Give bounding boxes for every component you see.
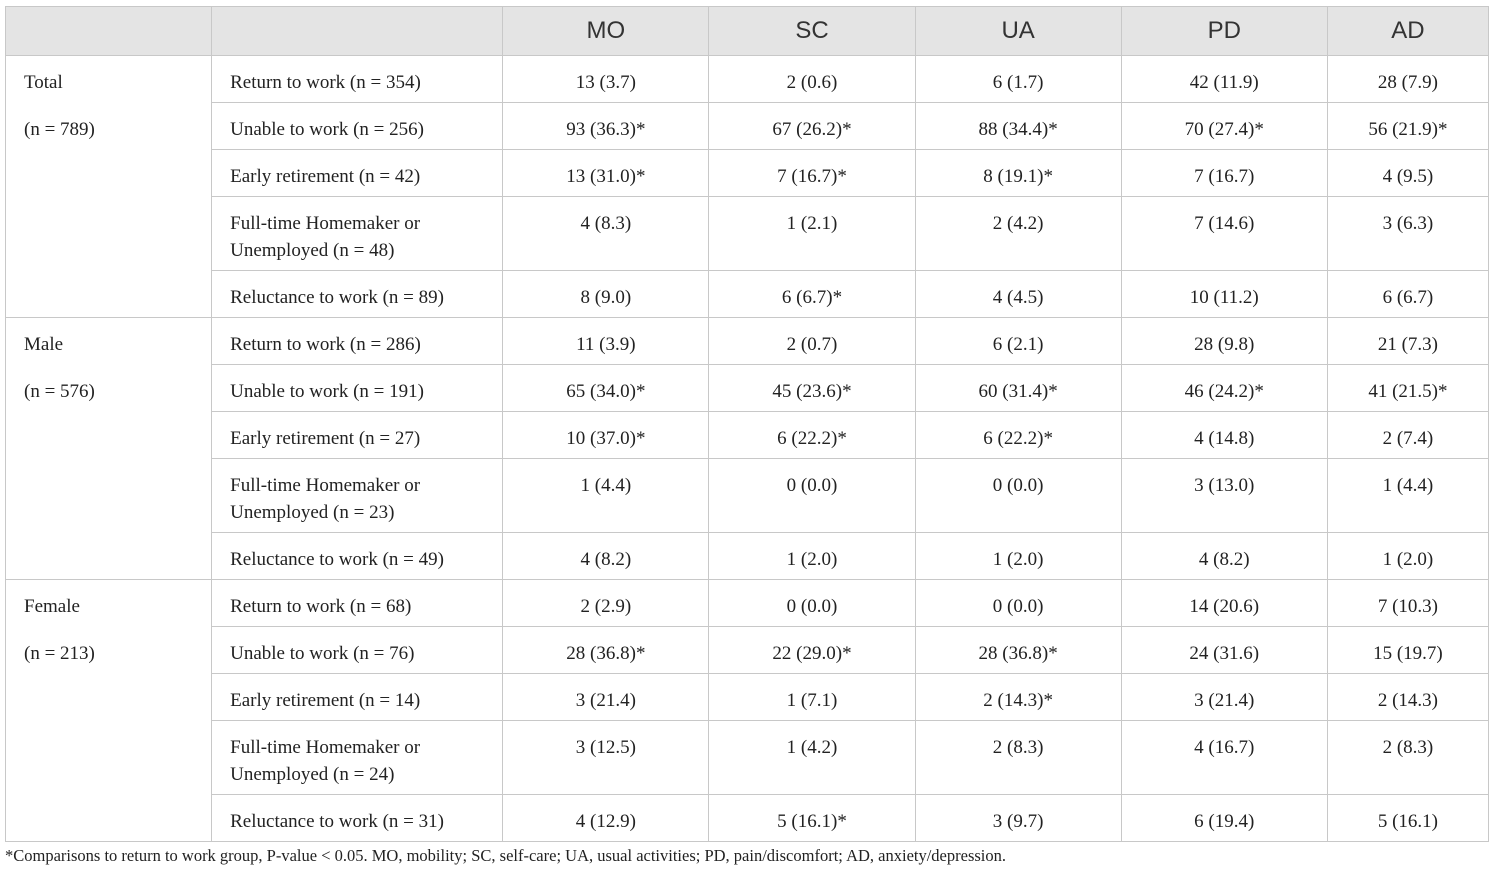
table-row bbox=[6, 412, 1489, 459]
group-spacer-cell bbox=[6, 197, 212, 271]
value-cell: 6 (2.1) bbox=[915, 318, 1121, 365]
table-footnote: *Comparisons to return to work group, P-value < 0.05. MO, mobility; SC, self-care; UA, usual activities; PD, pain/discomfort; AD, anxiety/depression. bbox=[5, 846, 1007, 865]
value-cell: 42 (11.9) bbox=[1121, 56, 1327, 103]
row-label-cell: Early retirement (n = 42) bbox=[212, 150, 503, 197]
value-cell: 70 (27.4)* bbox=[1121, 103, 1327, 150]
value-cell: 67 (26.2)* bbox=[709, 103, 915, 150]
row-label-cell: Return to work (n = 354) bbox=[212, 56, 503, 103]
row-label-line: Unemployed (n = 48) bbox=[230, 240, 395, 261]
value-cell: 28 (36.8)* bbox=[915, 627, 1121, 674]
header-cell-pd: PD bbox=[1121, 7, 1327, 56]
value-cell: 46 (24.2)* bbox=[1121, 365, 1327, 412]
value-cell: 2 (2.9) bbox=[503, 580, 709, 627]
value-cell: 6 (1.7) bbox=[915, 56, 1121, 103]
table-row bbox=[6, 318, 1489, 365]
value-cell: 11 (3.9) bbox=[503, 318, 709, 365]
group-spacer-cell bbox=[6, 150, 212, 197]
value-cell: 4 (16.7) bbox=[1121, 721, 1327, 795]
table-row bbox=[6, 580, 1489, 627]
row-label-cell: Reluctance to work (n = 89) bbox=[212, 271, 503, 318]
row-label-cell: Unable to work (n = 256) bbox=[212, 103, 503, 150]
value-cell: 13 (31.0)* bbox=[503, 150, 709, 197]
value-cell: 28 (36.8)* bbox=[503, 627, 709, 674]
row-label-cell: Return to work (n = 286) bbox=[212, 318, 503, 365]
value-cell: 6 (22.2)* bbox=[915, 412, 1121, 459]
value-cell: 10 (11.2) bbox=[1121, 271, 1327, 318]
row-label-cell: Early retirement (n = 14) bbox=[212, 674, 503, 721]
row-label-cell bbox=[212, 197, 503, 271]
value-cell: 2 (8.3) bbox=[915, 721, 1121, 795]
value-cell: 2 (7.4) bbox=[1327, 412, 1488, 459]
results-table bbox=[5, 6, 1489, 842]
value-cell: 3 (13.0) bbox=[1121, 459, 1327, 533]
value-cell: 93 (36.3)* bbox=[503, 103, 709, 150]
table-row bbox=[6, 271, 1489, 318]
value-cell: 1 (2.0) bbox=[1327, 533, 1488, 580]
table-row bbox=[6, 533, 1489, 580]
value-cell: 8 (19.1)* bbox=[915, 150, 1121, 197]
row-label-cell: Early retirement (n = 27) bbox=[212, 412, 503, 459]
value-cell: 6 (19.4) bbox=[1121, 795, 1327, 842]
value-cell: 6 (22.2)* bbox=[709, 412, 915, 459]
value-cell: 1 (4.2) bbox=[709, 721, 915, 795]
group-n-cell: (n = 576) bbox=[6, 365, 212, 412]
table-row bbox=[6, 56, 1489, 103]
value-cell: 0 (0.0) bbox=[915, 580, 1121, 627]
value-cell: 4 (9.5) bbox=[1327, 150, 1488, 197]
table-row bbox=[6, 103, 1489, 150]
header-row bbox=[6, 7, 1489, 56]
value-cell: 1 (4.4) bbox=[1327, 459, 1488, 533]
value-cell: 7 (14.6) bbox=[1121, 197, 1327, 271]
value-cell: 1 (4.4) bbox=[503, 459, 709, 533]
table-row bbox=[6, 150, 1489, 197]
group-spacer-cell bbox=[6, 795, 212, 842]
table-row bbox=[6, 627, 1489, 674]
row-label-cell bbox=[212, 459, 503, 533]
row-label-cell: Return to work (n = 68) bbox=[212, 580, 503, 627]
value-cell: 5 (16.1) bbox=[1327, 795, 1488, 842]
group-n-cell: (n = 789) bbox=[6, 103, 212, 150]
value-cell: 3 (21.4) bbox=[1121, 674, 1327, 721]
row-label-line: Full-time Homemaker or bbox=[230, 737, 421, 758]
value-cell: 14 (20.6) bbox=[1121, 580, 1327, 627]
value-cell: 28 (7.9) bbox=[1327, 56, 1488, 103]
value-cell: 4 (14.8) bbox=[1121, 412, 1327, 459]
group-name-cell: Male bbox=[6, 318, 212, 365]
header-cell-ad: AD bbox=[1327, 7, 1488, 56]
value-cell: 15 (19.7) bbox=[1327, 627, 1488, 674]
value-cell: 3 (12.5) bbox=[503, 721, 709, 795]
value-cell: 3 (6.3) bbox=[1327, 197, 1488, 271]
group-name-cell: Total bbox=[6, 56, 212, 103]
group-spacer-cell bbox=[6, 674, 212, 721]
group-spacer-cell bbox=[6, 721, 212, 795]
value-cell: 3 (21.4) bbox=[503, 674, 709, 721]
value-cell: 22 (29.0)* bbox=[709, 627, 915, 674]
value-cell: 2 (14.3)* bbox=[915, 674, 1121, 721]
group-n-cell: (n = 213) bbox=[6, 627, 212, 674]
value-cell: 5 (16.1)* bbox=[709, 795, 915, 842]
value-cell: 2 (0.6) bbox=[709, 56, 915, 103]
group-spacer-cell bbox=[6, 271, 212, 318]
value-cell: 4 (8.3) bbox=[503, 197, 709, 271]
row-label-cell bbox=[212, 721, 503, 795]
value-cell: 6 (6.7)* bbox=[709, 271, 915, 318]
row-label-line: Unemployed (n = 23) bbox=[230, 502, 395, 523]
group-name-cell: Female bbox=[6, 580, 212, 627]
value-cell: 24 (31.6) bbox=[1121, 627, 1327, 674]
value-cell: 1 (2.0) bbox=[709, 533, 915, 580]
row-label-cell: Unable to work (n = 76) bbox=[212, 627, 503, 674]
table-row bbox=[6, 721, 1489, 795]
value-cell: 41 (21.5)* bbox=[1327, 365, 1488, 412]
value-cell: 2 (8.3) bbox=[1327, 721, 1488, 795]
row-label-cell: Reluctance to work (n = 49) bbox=[212, 533, 503, 580]
row-label-line: Full-time Homemaker or bbox=[230, 213, 421, 234]
value-cell: 13 (3.7) bbox=[503, 56, 709, 103]
value-cell: 56 (21.9)* bbox=[1327, 103, 1488, 150]
table-row bbox=[6, 795, 1489, 842]
value-cell: 60 (31.4)* bbox=[915, 365, 1121, 412]
row-label-cell: Unable to work (n = 191) bbox=[212, 365, 503, 412]
value-cell: 0 (0.0) bbox=[709, 580, 915, 627]
value-cell: 7 (16.7)* bbox=[709, 150, 915, 197]
value-cell: 1 (7.1) bbox=[709, 674, 915, 721]
value-cell: 0 (0.0) bbox=[709, 459, 915, 533]
group-spacer-cell bbox=[6, 533, 212, 580]
value-cell: 6 (6.7) bbox=[1327, 271, 1488, 318]
value-cell: 4 (12.9) bbox=[503, 795, 709, 842]
value-cell: 1 (2.1) bbox=[709, 197, 915, 271]
header-cell-category bbox=[212, 7, 503, 56]
value-cell: 2 (4.2) bbox=[915, 197, 1121, 271]
table-row bbox=[6, 674, 1489, 721]
row-label-line: Full-time Homemaker or bbox=[230, 475, 421, 496]
value-cell: 4 (8.2) bbox=[1121, 533, 1327, 580]
value-cell: 4 (4.5) bbox=[915, 271, 1121, 318]
header-cell-group bbox=[6, 7, 212, 56]
table-row bbox=[6, 365, 1489, 412]
header-cell-sc: SC bbox=[709, 7, 915, 56]
row-label-line: Unemployed (n = 24) bbox=[230, 764, 395, 785]
row-label-cell: Reluctance to work (n = 31) bbox=[212, 795, 503, 842]
value-cell: 21 (7.3) bbox=[1327, 318, 1488, 365]
group-spacer-cell bbox=[6, 412, 212, 459]
table-row bbox=[6, 197, 1489, 271]
value-cell: 65 (34.0)* bbox=[503, 365, 709, 412]
value-cell: 1 (2.0) bbox=[915, 533, 1121, 580]
value-cell: 2 (14.3) bbox=[1327, 674, 1488, 721]
value-cell: 4 (8.2) bbox=[503, 533, 709, 580]
value-cell: 7 (10.3) bbox=[1327, 580, 1488, 627]
value-cell: 0 (0.0) bbox=[915, 459, 1121, 533]
value-cell: 3 (9.7) bbox=[915, 795, 1121, 842]
value-cell: 10 (37.0)* bbox=[503, 412, 709, 459]
value-cell: 88 (34.4)* bbox=[915, 103, 1121, 150]
group-spacer-cell bbox=[6, 459, 212, 533]
value-cell: 7 (16.7) bbox=[1121, 150, 1327, 197]
header-cell-ua: UA bbox=[915, 7, 1121, 56]
value-cell: 8 (9.0) bbox=[503, 271, 709, 318]
header-cell-mo: MO bbox=[503, 7, 709, 56]
value-cell: 28 (9.8) bbox=[1121, 318, 1327, 365]
table-row bbox=[6, 459, 1489, 533]
value-cell: 45 (23.6)* bbox=[709, 365, 915, 412]
value-cell: 2 (0.7) bbox=[709, 318, 915, 365]
